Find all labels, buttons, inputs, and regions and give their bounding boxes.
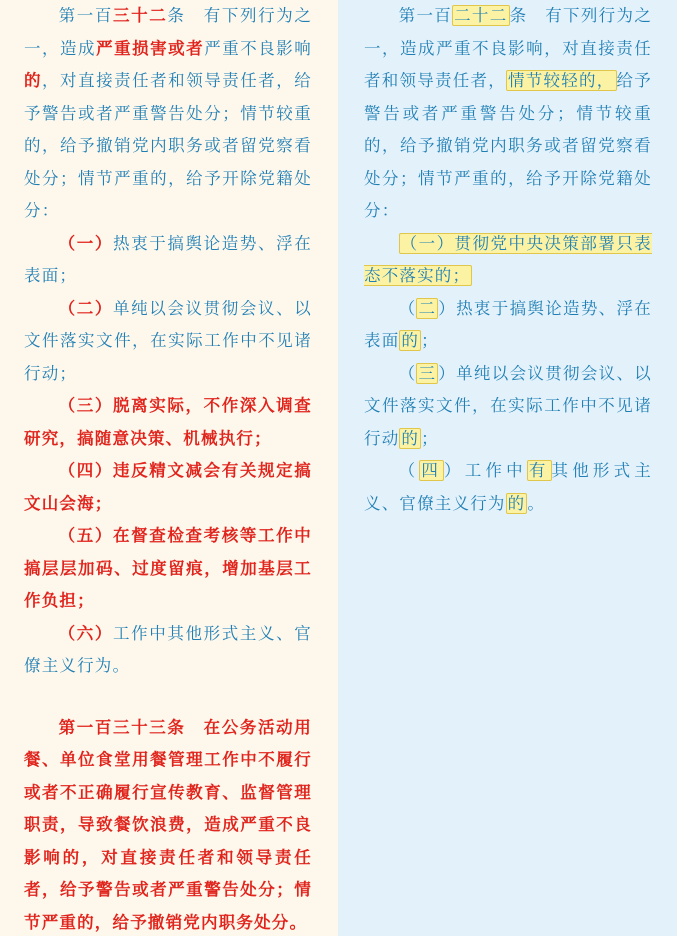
article-132: 第一百三十二条 有下列行为之一，造成严重损害或者严重不良影响的，对直接责任者和领导责任者，给予警告或者严重警告处分；情节较重的，给予撤销党内职务或者留党察看处分；情节严重的，给予开除党籍处分： — [24, 0, 312, 228]
item-2-old: （ 二 ）热衷于搞舆论造势、浮在表面 的 ； — [364, 293, 652, 358]
item-2: （二）单纯以会议贯彻会议、以文件落实文件，在实际工作中不见诸行动； — [24, 293, 312, 391]
right-column-original-text — [338, 0, 677, 936]
article-133-new: 第一百三十三条 在公务活动用餐、单位食堂用餐管理工作中不履行或者不正确履行宣传教育、监督管理职责，导致餐饮浪费，造成严重不良影响的，对直接责任者和领导责任者，给予警告或者严重警告处分；情节严重的，给予撤销党内职务处分。 — [24, 712, 312, 939]
item-6: （六）工作中其他形式主义、官僚主义行为。 — [24, 618, 312, 683]
item-3-old: （ 三 ）单纯以会议贯彻会议、以文件落实文件，在实际工作中不见诸行动 的 ； — [364, 358, 652, 456]
item-1: （一）热衷于搞舆论造势、浮在表面； — [24, 228, 312, 293]
item-3-new: （三）脱离实际，不作深入调查研究，搞随意决策、机械执行； — [24, 390, 312, 455]
article-122: 第一百 二十二 条 有下列行为之一，造成严重不良影响，对直接责任者和领导责任者， 情节较轻的， 给予警告或者严重警告处分；情节较重的，给予撤销党内职务或者留党察看处分；情节严重的，给予开除党籍处分： — [364, 0, 652, 228]
item-4-new: （四）违反精文减会有关规定搞文山会海； — [24, 455, 312, 520]
item-1-old: （一）贯彻党中央决策部署只表态不落实的； — [364, 228, 652, 293]
item-5-new: （五）在督查检查考核等工作中搞层层加码、过度留痕，增加基层工作负担； — [24, 520, 312, 618]
left-column-current-text — [0, 0, 338, 936]
item-4-old: （ 四 ）工作中 有 其他形式主义、官僚主义行为 的 。 — [364, 455, 652, 520]
